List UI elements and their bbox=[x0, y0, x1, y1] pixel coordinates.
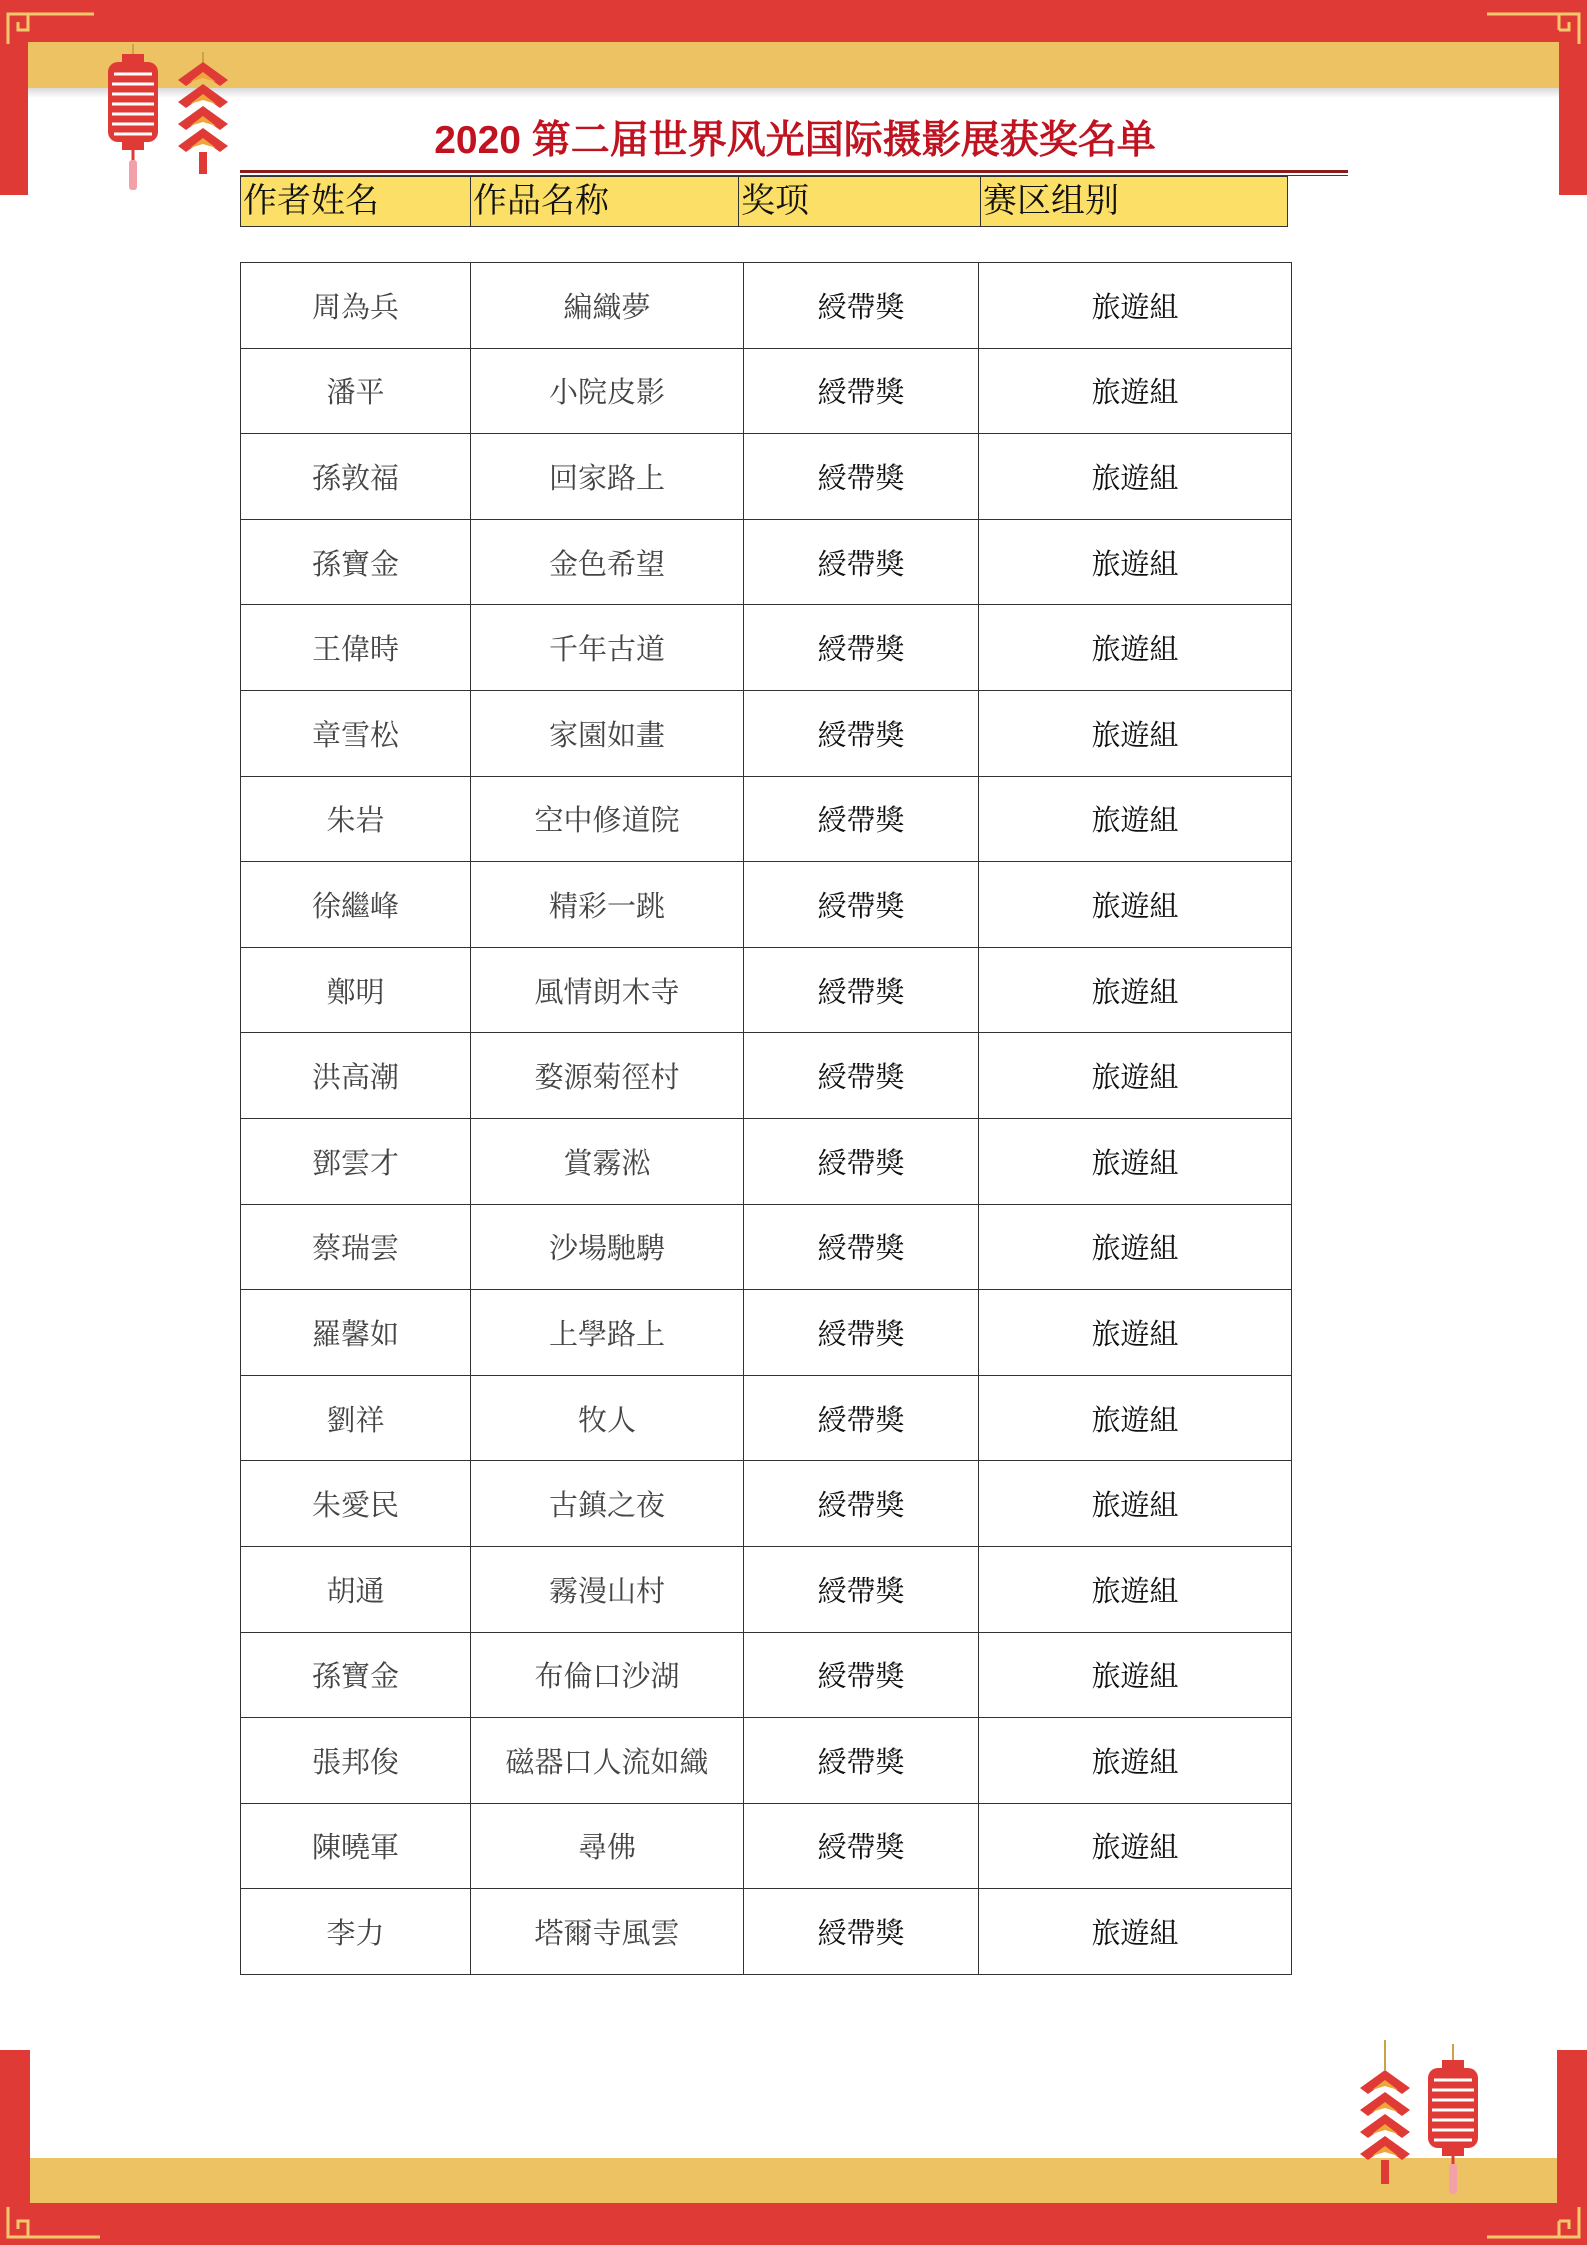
group-cell: 旅遊組 bbox=[979, 1204, 1292, 1290]
work-title-cell: 牧人 bbox=[471, 1375, 744, 1461]
table-row bbox=[241, 1632, 1292, 1718]
table-row bbox=[241, 947, 1292, 1033]
work-title-cell: 婺源菊徑村 bbox=[471, 1033, 744, 1119]
red-lantern-icon bbox=[1424, 2044, 1482, 2204]
author-cell: 王偉時 bbox=[241, 605, 471, 691]
bottom-right-fret-ornament bbox=[1485, 2205, 1581, 2241]
group-cell: 旅遊組 bbox=[979, 1033, 1292, 1119]
work-title-cell: 布倫口沙湖 bbox=[471, 1632, 744, 1718]
table-row bbox=[241, 1889, 1292, 1975]
table-row bbox=[241, 1033, 1292, 1119]
author-cell: 胡通 bbox=[241, 1546, 471, 1632]
group-cell: 旅遊組 bbox=[979, 862, 1292, 948]
group-cell: 旅遊組 bbox=[979, 1889, 1292, 1975]
group-cell: 旅遊組 bbox=[979, 1118, 1292, 1204]
group-cell: 旅遊組 bbox=[979, 1803, 1292, 1889]
author-cell: 張邦俊 bbox=[241, 1718, 471, 1804]
firecracker-icon bbox=[174, 52, 232, 177]
table-row bbox=[241, 519, 1292, 605]
award-cell: 綬帶獎 bbox=[744, 348, 979, 434]
top-border-gold bbox=[0, 42, 1587, 88]
bottom-border-red bbox=[0, 2203, 1587, 2245]
table-header bbox=[240, 176, 1288, 227]
group-cell: 旅遊組 bbox=[979, 1461, 1292, 1547]
table-row bbox=[241, 1204, 1292, 1290]
table-row bbox=[241, 1718, 1292, 1804]
award-cell: 綬帶獎 bbox=[744, 1718, 979, 1804]
group-cell: 旅遊組 bbox=[979, 348, 1292, 434]
author-cell: 李力 bbox=[241, 1889, 471, 1975]
table-row bbox=[241, 1461, 1292, 1547]
group-cell: 旅遊組 bbox=[979, 1718, 1292, 1804]
table-row bbox=[241, 348, 1292, 434]
table-row bbox=[241, 434, 1292, 520]
group-cell: 旅遊組 bbox=[979, 434, 1292, 520]
award-cell: 綬帶獎 bbox=[744, 1290, 979, 1376]
winners-table bbox=[240, 262, 1292, 1975]
group-cell: 旅遊組 bbox=[979, 263, 1292, 349]
award-cell: 綬帶獎 bbox=[744, 605, 979, 691]
author-cell: 章雪松 bbox=[241, 690, 471, 776]
table-row bbox=[241, 1290, 1292, 1376]
award-cell: 綬帶獎 bbox=[744, 1803, 979, 1889]
author-cell: 孫寶金 bbox=[241, 519, 471, 605]
header-award: 奖项 bbox=[739, 177, 981, 226]
author-cell: 朱岩 bbox=[241, 776, 471, 862]
award-cell: 綬帶獎 bbox=[744, 519, 979, 605]
table-row bbox=[241, 862, 1292, 948]
author-cell: 羅馨如 bbox=[241, 1290, 471, 1376]
author-cell: 蔡瑞雲 bbox=[241, 1204, 471, 1290]
work-title-cell: 家園如畫 bbox=[471, 690, 744, 776]
work-title-cell: 空中修道院 bbox=[471, 776, 744, 862]
award-cell: 綬帶獎 bbox=[744, 1546, 979, 1632]
bottom-border-gold bbox=[0, 2158, 1587, 2203]
work-title-cell: 上學路上 bbox=[471, 1290, 744, 1376]
award-cell: 綬帶獎 bbox=[744, 690, 979, 776]
header-work: 作品名称 bbox=[471, 177, 739, 226]
table-row bbox=[241, 1803, 1292, 1889]
author-cell: 鄧雲才 bbox=[241, 1118, 471, 1204]
author-cell: 潘平 bbox=[241, 348, 471, 434]
work-title-cell: 編織夢 bbox=[471, 263, 744, 349]
group-cell: 旅遊組 bbox=[979, 1632, 1292, 1718]
page-title: 2020 第二届世界风光国际摄影展获奖名单 bbox=[434, 119, 1156, 162]
award-cell: 綬帶獎 bbox=[744, 1118, 979, 1204]
group-cell: 旅遊組 bbox=[979, 776, 1292, 862]
top-border-red bbox=[0, 0, 1587, 42]
work-title-cell: 金色希望 bbox=[471, 519, 744, 605]
work-title-cell: 磁器口人流如織 bbox=[471, 1718, 744, 1804]
award-cell: 綬帶獎 bbox=[744, 434, 979, 520]
red-lantern-icon bbox=[104, 44, 162, 199]
award-cell: 綬帶獎 bbox=[744, 1889, 979, 1975]
author-cell: 劉祥 bbox=[241, 1375, 471, 1461]
author-cell: 孫寶金 bbox=[241, 1632, 471, 1718]
table-row bbox=[241, 1375, 1292, 1461]
work-title-cell: 沙場馳騁 bbox=[471, 1204, 744, 1290]
firecracker-icon bbox=[1356, 2040, 1414, 2190]
award-cell: 綬帶獎 bbox=[744, 776, 979, 862]
table-row bbox=[241, 690, 1292, 776]
work-title-cell: 小院皮影 bbox=[471, 348, 744, 434]
author-cell: 周為兵 bbox=[241, 263, 471, 349]
author-cell: 洪高潮 bbox=[241, 1033, 471, 1119]
work-title-cell: 霧漫山村 bbox=[471, 1546, 744, 1632]
award-cell: 綬帶獎 bbox=[744, 263, 979, 349]
table-row bbox=[241, 263, 1292, 349]
author-cell: 鄭明 bbox=[241, 947, 471, 1033]
award-cell: 綬帶獎 bbox=[744, 947, 979, 1033]
award-cell: 綬帶獎 bbox=[744, 1632, 979, 1718]
header-author: 作者姓名 bbox=[241, 177, 471, 226]
group-cell: 旅遊組 bbox=[979, 1375, 1292, 1461]
group-cell: 旅遊組 bbox=[979, 519, 1292, 605]
top-right-fret-ornament bbox=[1485, 6, 1581, 46]
award-cell: 綬帶獎 bbox=[744, 1204, 979, 1290]
group-cell: 旅遊組 bbox=[979, 690, 1292, 776]
work-title-cell: 千年古道 bbox=[471, 605, 744, 691]
table-row bbox=[241, 605, 1292, 691]
group-cell: 旅遊組 bbox=[979, 947, 1292, 1033]
author-cell: 朱愛民 bbox=[241, 1461, 471, 1547]
work-title-cell: 賞霧淞 bbox=[471, 1118, 744, 1204]
table-row bbox=[241, 1546, 1292, 1632]
bottom-left-fret-ornament bbox=[6, 2205, 102, 2241]
top-left-fret-ornament bbox=[6, 6, 96, 46]
work-title-cell: 回家路上 bbox=[471, 434, 744, 520]
group-cell: 旅遊組 bbox=[979, 1546, 1292, 1632]
top-border-shadow bbox=[0, 88, 1587, 98]
title-underline-thick bbox=[240, 170, 1348, 173]
author-cell: 孫敦福 bbox=[241, 434, 471, 520]
award-cell: 綬帶獎 bbox=[744, 1375, 979, 1461]
author-cell: 徐繼峰 bbox=[241, 862, 471, 948]
table-row bbox=[241, 1118, 1292, 1204]
table-row bbox=[241, 776, 1292, 862]
header-group: 赛区组别 bbox=[983, 181, 1119, 221]
work-title-cell: 古鎮之夜 bbox=[471, 1461, 744, 1547]
work-title-cell: 塔爾寺風雲 bbox=[471, 1889, 744, 1975]
work-title-cell: 尋佛 bbox=[471, 1803, 744, 1889]
author-cell: 陳曉軍 bbox=[241, 1803, 471, 1889]
group-cell: 旅遊組 bbox=[979, 605, 1292, 691]
work-title-cell: 精彩一跳 bbox=[471, 862, 744, 948]
work-title-cell: 風情朗木寺 bbox=[471, 947, 744, 1033]
award-cell: 綬帶獎 bbox=[744, 1033, 979, 1119]
award-cell: 綬帶獎 bbox=[744, 1461, 979, 1547]
group-cell: 旅遊組 bbox=[979, 1290, 1292, 1376]
award-cell: 綬帶獎 bbox=[744, 862, 979, 948]
